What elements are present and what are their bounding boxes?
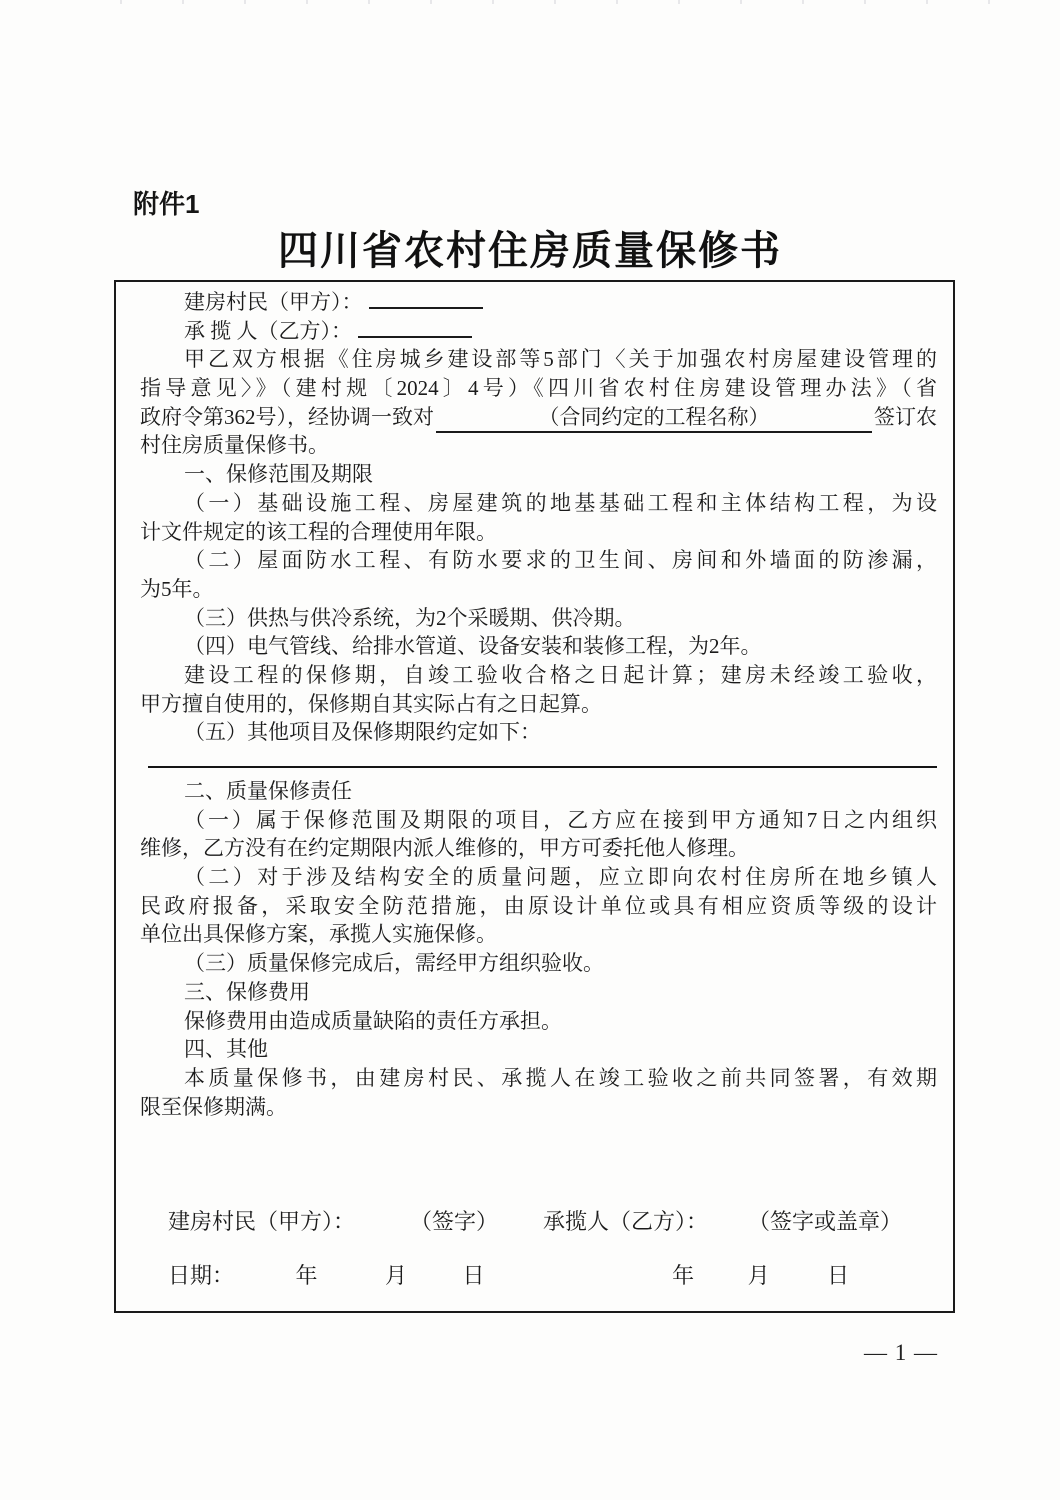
section2-item2-line3: 单位出具保修方案，承揽人实施保修。 [140, 922, 497, 947]
section2-item1-line1: （一）属于保修范围及期限的项目，乙方应在接到甲方通知7日之内组织 [184, 807, 937, 832]
date-year-a: 年 [295, 1263, 318, 1289]
section2-heading: 二、质量保修责任 [184, 779, 352, 803]
section1-item5: （五）其他项目及保修期限约定如下： [184, 720, 541, 745]
date-month-b: 月 [747, 1263, 770, 1289]
section2-item2-line1: （二）对于涉及结构安全的质量问题，应立即向农村住房所在地乡镇人 [184, 865, 937, 890]
project-name-placeholder: （合同约定的工程名称） [538, 404, 770, 429]
section2-item2-line2: 民政府报备，采取安全防范措施，由原设计单位或具有相应资质等级的设计 [140, 893, 937, 918]
date-label: 日期： [168, 1263, 235, 1289]
party-a-label: 建房村民（甲方）： [184, 290, 363, 314]
scan-artifact-marks [120, 0, 1010, 4]
section1-item4: （四）电气管线、给排水管道、设备安装和装修工程，为2年。 [184, 634, 762, 659]
intro-line-1: 甲乙双方根据《住房城乡建设部等5部门〈关于加强农村房屋建设管理的 [184, 347, 937, 372]
intro-line-2: 指导意见〉》（建村规〔2024〕4号）《四川省农村住房建设管理办法》（省 [140, 376, 937, 401]
section3-item1: 保修费用由造成质量缺陷的责任方承担。 [184, 1008, 562, 1033]
section1-heading: 一、保修范围及期限 [184, 462, 373, 487]
date-day-b: 日 [827, 1263, 850, 1289]
party-a-line [140, 288, 937, 317]
signature-party-a-sign-hint: （签字） [410, 1209, 499, 1235]
section1-item2-line2: 为5年。 [140, 576, 214, 601]
attachment-label: 附件1 [133, 189, 200, 219]
intro-line-4: 村住房质量保修书。 [140, 433, 329, 458]
warranty-form-box [114, 280, 955, 1313]
signature-row [140, 1207, 937, 1237]
signature-party-a-label: 建房村民（甲方）： [168, 1209, 356, 1235]
party-b-blank [358, 318, 472, 338]
party-b-line [140, 317, 937, 346]
intro-line-3-pre: 政府令第362号），经协调一致对 [140, 404, 434, 429]
section1-para-line1: 建设工程的保修期，自竣工验收合格之日起计算；建房未经竣工验收， [184, 662, 937, 687]
project-name-blank [436, 404, 872, 433]
section1-item1-line1: （一）基础设施工程、房屋建筑的地基基础工程和主体结构工程，为设 [184, 490, 937, 515]
page-number: — 1 — [864, 1340, 938, 1365]
section4-heading: 四、其他 [184, 1037, 268, 1062]
section1-para-line2: 甲方擅自使用的，保修期自其实际占有之日起算。 [140, 691, 602, 716]
intro-line-3 [140, 403, 937, 432]
other-items-blank-row [140, 747, 937, 777]
section3-heading: 三、保修费用 [184, 979, 310, 1004]
section2-item1-line2: 维修，乙方没有在约定期限内派人维修的，甲方可委托他人修理。 [140, 836, 749, 861]
date-month-a: 月 [385, 1263, 408, 1289]
section2-item3: （三）质量保修完成后，需经甲方组织验收。 [184, 951, 604, 976]
section4-item1-line1: 本质量保修书，由建房村民、承揽人在竣工验收之前共同签署，有效期 [184, 1065, 937, 1090]
party-b-label: 承 揽 人（乙方）： [184, 318, 352, 343]
date-year-b: 年 [672, 1263, 695, 1289]
document-title: 四川省农村住房质量保修书 [278, 229, 782, 273]
date-row [140, 1261, 937, 1291]
signature-party-b-sign-hint: （签字或盖章） [748, 1209, 903, 1235]
date-day-a: 日 [462, 1263, 485, 1289]
fill-in-underline [148, 766, 937, 768]
section1-item3: （三）供热与供冷系统，为2个采暖期、供冷期。 [184, 605, 636, 630]
party-a-blank [369, 289, 483, 309]
intro-line-3-post: 签订农 [874, 404, 937, 429]
signature-party-b-label: 承揽人（乙方）： [543, 1209, 709, 1235]
section4-item1-line2: 限至保修期满。 [140, 1094, 287, 1119]
section1-item2-line1: （二）屋面防水工程、有防水要求的卫生间、房间和外墙面的防渗漏， [184, 548, 937, 573]
section1-item1-line2: 计文件规定的该工程的合理使用年限。 [140, 519, 497, 544]
